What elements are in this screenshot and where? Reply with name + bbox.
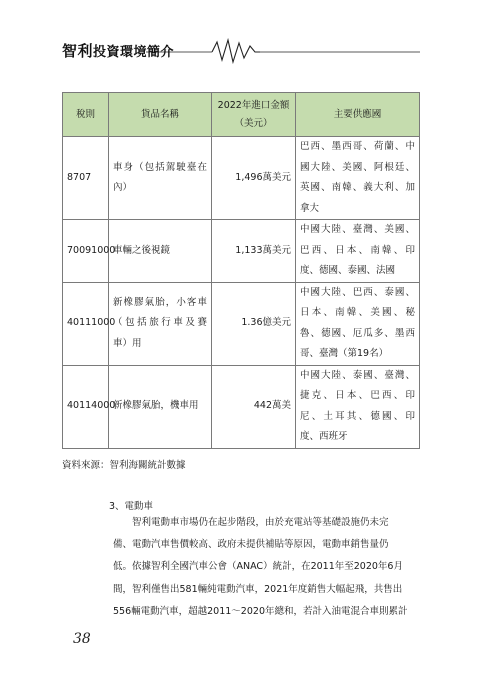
cell-goods	[109, 220, 212, 283]
header-title-big: 智利	[62, 42, 94, 60]
paragraph-line: 智利電動車市場仍在起步階段，由於充電站等基礎設施仍未完	[132, 517, 389, 528]
cell-goods	[109, 365, 212, 448]
goods-line: 車輛之後視鏡	[113, 244, 171, 256]
supplier-line: 中國大陸、巴西、泰國、	[300, 286, 415, 298]
cell-suppliers	[296, 282, 420, 365]
page-number: 38	[73, 631, 91, 647]
paragraph-line: 低。依據智利全國汽車公會（ANAC）統計，在2011年至2020年6月	[113, 561, 403, 573]
table-row	[63, 365, 420, 448]
cell-code: 40111000	[63, 282, 109, 365]
table-source-note: 資料來源：智利海關統計數據	[62, 460, 186, 471]
header-suppliers: 主要供應國	[296, 93, 420, 137]
supplier-line: 尼、土耳其、德國、印	[300, 410, 415, 422]
supplier-line: 巴西、日本、南韓、印	[300, 244, 415, 256]
body-paragraph	[113, 512, 419, 623]
cell-code: 70091000	[63, 220, 109, 283]
supplier-line: 中國大陸、臺灣、美國、	[300, 224, 415, 235]
supplier-line: 中國大陸、泰國、臺灣、	[300, 369, 415, 381]
header-title-rest: 投資環境簡介	[93, 45, 175, 60]
cell-goods	[109, 137, 212, 220]
supplier-line: 度、德國、泰國、法國	[300, 265, 396, 276]
cell-code: 8707	[63, 137, 109, 220]
running-header	[62, 36, 420, 64]
cell-suppliers	[296, 137, 420, 220]
goods-line: （包括旅行車及賽	[113, 317, 207, 329]
supplier-line: 拿大	[300, 202, 320, 214]
supplier-line: 哥、臺灣（第19名）	[300, 348, 389, 359]
supplier-line: 國大陸、美國、阿根廷、	[300, 161, 415, 173]
goods-line: 車身（包括駕駛臺在	[113, 161, 207, 173]
section-heading: 3、電動車	[109, 501, 154, 512]
goods-line: 車）用	[113, 337, 142, 349]
cell-amount: 442萬美	[212, 365, 296, 448]
supplier-line: 度、西班牙	[300, 431, 348, 442]
paragraph-line: 備、電動汽車售價較高、政府未提供補貼等原因，電動車銷售量仍	[113, 539, 389, 551]
goods-line: 內）	[113, 182, 133, 193]
supplier-line: 捷克、日本、巴西、印	[300, 390, 415, 401]
cell-amount: 1,496萬美元	[212, 137, 296, 220]
paragraph-line: 556輛電動汽車，超越2011～2020年總和，若計入油電混合車則累計	[113, 605, 408, 617]
supplier-line: 魯、德國、厄瓜多、墨西	[300, 327, 415, 339]
header-amount-line1: 2022年進口金額	[217, 99, 290, 111]
import-table	[62, 92, 420, 449]
supplier-line: 日本、南韓、美國、秘	[300, 307, 415, 318]
table-row	[63, 282, 420, 365]
header-amount	[212, 93, 296, 137]
cell-suppliers	[296, 220, 420, 283]
paragraph-line: 間，智利僅售出581輛純電動汽車，2021年度銷售大幅起飛，共售出	[113, 583, 403, 595]
cell-amount: 1,133萬美元	[212, 220, 296, 283]
header-title	[62, 40, 174, 61]
table-row	[63, 220, 420, 283]
supplier-line: 巴西、墨西哥、荷蘭、中	[300, 141, 415, 152]
table-row	[63, 137, 420, 220]
table-header-row	[63, 93, 420, 137]
header-goods: 貨品名稱	[109, 93, 212, 137]
goods-line: 新橡膠氣胎，機車用	[113, 400, 199, 412]
goods-line: 新橡膠氣胎，小客車	[113, 296, 207, 308]
cell-suppliers	[296, 365, 420, 448]
cell-goods	[109, 282, 212, 365]
header-code: 稅則	[63, 93, 109, 137]
cell-amount: 1.36億美元	[212, 282, 296, 365]
cell-code: 40114000	[63, 365, 109, 448]
header-amount-line2: （美元）	[234, 117, 273, 129]
supplier-line: 英國、南韓、義大利、加	[300, 182, 415, 193]
